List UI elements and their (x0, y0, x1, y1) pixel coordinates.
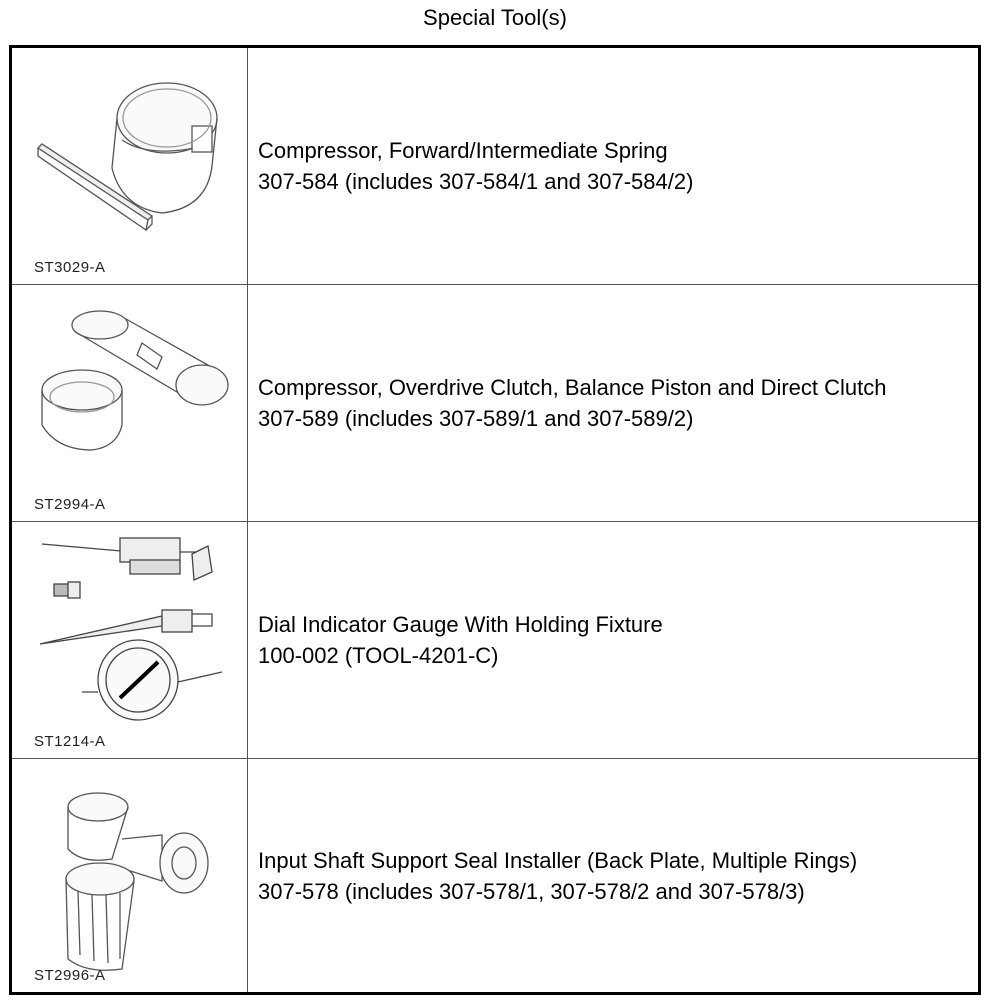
table-row (12, 522, 978, 759)
page-title: Special Tool(s) (423, 5, 567, 30)
clutch-compressor-illustration (12, 285, 248, 521)
tool-description (258, 48, 973, 284)
table-row (12, 759, 978, 992)
tool-illustration-cell (12, 285, 248, 521)
tool-illustration-cell (12, 759, 248, 992)
tool-code: ST1214-A (34, 733, 106, 750)
tool-code: ST3029-A (34, 259, 106, 276)
dial-indicator-illustration (12, 522, 248, 758)
tool-number: 307-589 (includes 307-589/1 and 307-589/2) (258, 406, 694, 431)
tool-description (258, 759, 973, 992)
tool-name: Compressor, Forward/Intermediate Spring (258, 138, 668, 163)
tool-description (258, 285, 973, 521)
table-row (12, 48, 978, 285)
tool-code: ST2996-A (34, 967, 106, 984)
tool-name: Compressor, Overdrive Clutch, Balance Piston and Direct Clutch (258, 375, 887, 400)
tool-number: 100-002 (TOOL-4201-C) (258, 643, 499, 668)
tool-name: Dial Indicator Gauge With Holding Fixture (258, 612, 663, 637)
spring-compressor-illustration (12, 48, 248, 284)
tool-illustration-cell (12, 48, 248, 284)
tool-illustration-cell (12, 522, 248, 758)
seal-installer-illustration (12, 759, 248, 995)
table-row (12, 285, 978, 522)
tool-code: ST2994-A (34, 496, 106, 513)
tool-number: 307-578 (includes 307-578/1, 307-578/2 and 307-578/3) (258, 878, 805, 904)
special-tools-table (9, 45, 981, 995)
tool-number: 307-584 (includes 307-584/1 and 307-584/2) (258, 169, 694, 194)
tool-description (258, 522, 973, 758)
tool-name: Input Shaft Support Seal Installer (Back Plate, Multiple Rings) (258, 847, 858, 873)
